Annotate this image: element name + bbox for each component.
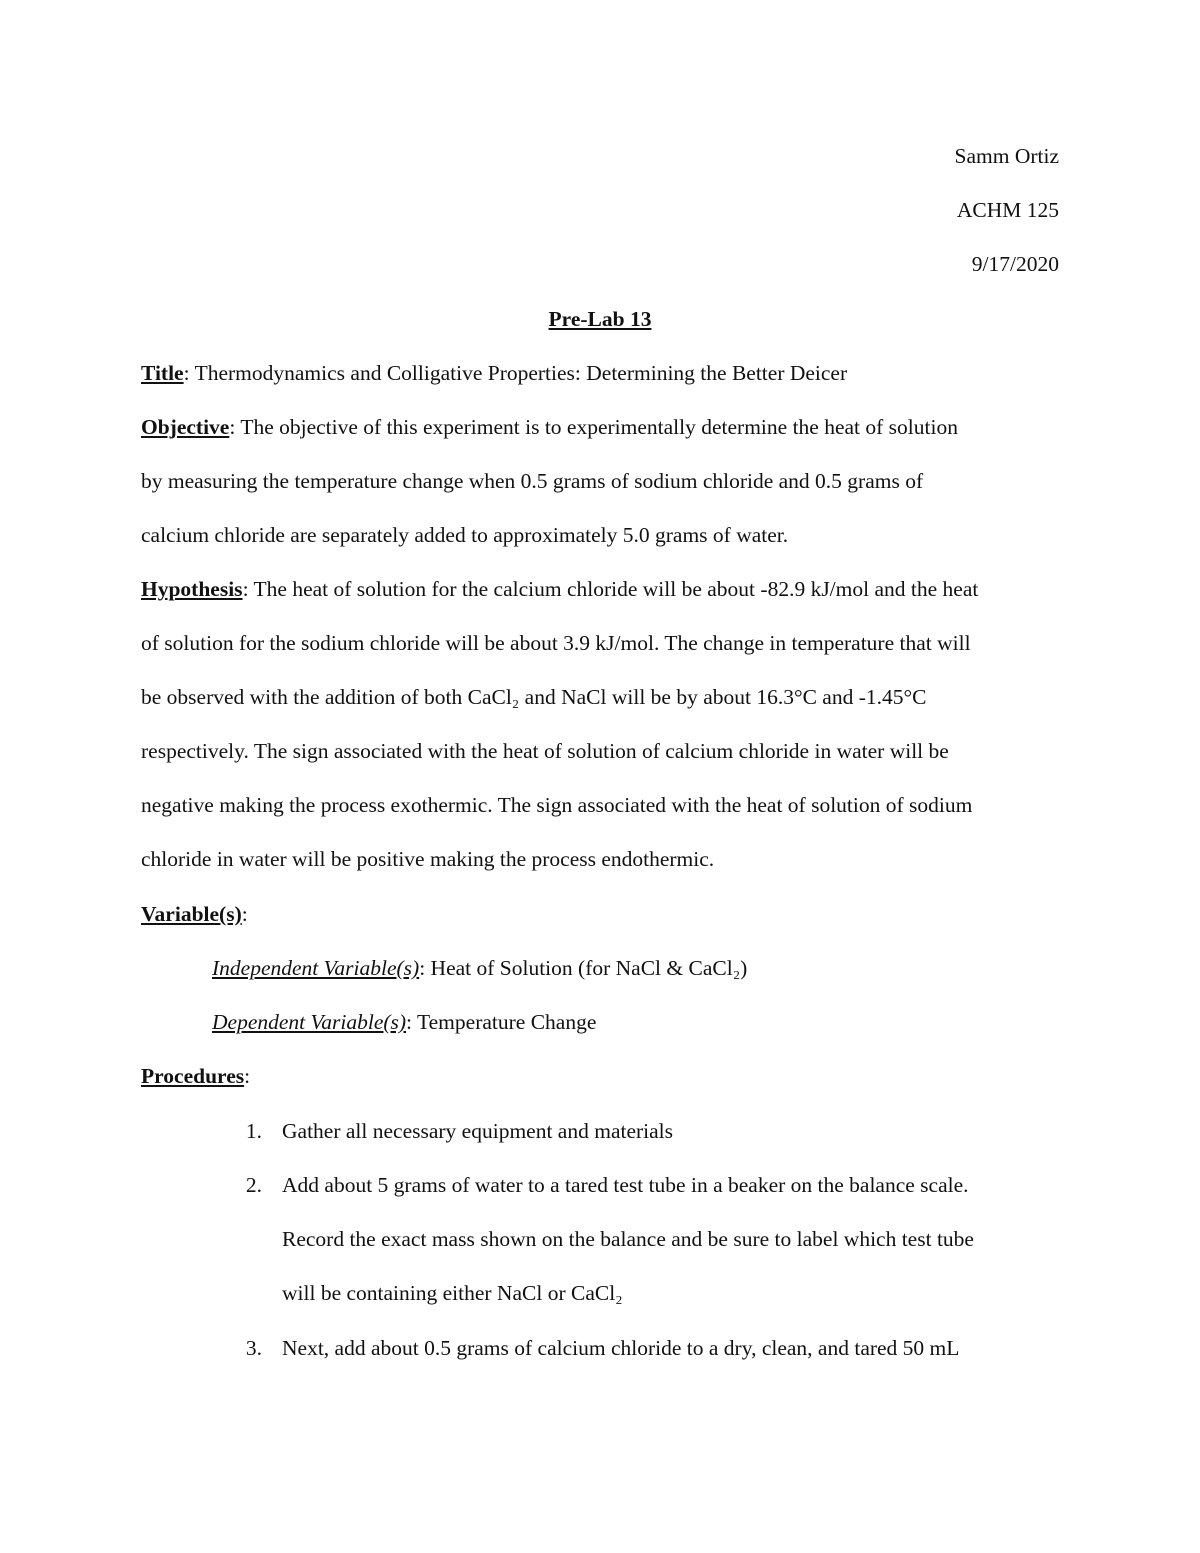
hypothesis-line-3: be observed with the addition of both CaCl₂ and NaCl will be by about 16.3°C and -1.45°C <box>141 685 927 709</box>
step-2-text-2: Record the exact mass shown on the balance and be sure to label which test tube <box>282 1227 974 1251</box>
title-label: Title <box>141 361 184 385</box>
hypothesis-label: Hypothesis <box>141 577 243 601</box>
objective-label: Objective <box>141 415 230 439</box>
hypothesis-text-1: : The heat of solution for the calcium chloride will be about -82.9 kJ/mol and the heat <box>242 577 979 601</box>
objective-text-1: : The objective of this experiment is to experimentally determine the heat of solution <box>229 415 958 439</box>
procedures-heading <box>141 1062 250 1090</box>
course-code: ACHM 125 <box>956 198 1059 222</box>
hypothesis-line-1 <box>141 575 978 603</box>
dependent-variable-text: : Temperature Change <box>406 1010 597 1034</box>
independent-variable-text: : Heat of Solution (for NaCl & CaCl₂) <box>419 956 748 980</box>
dependent-variable-line <box>212 1008 596 1036</box>
variables-label: Variable(s) <box>141 902 242 926</box>
page-title-text: Pre-Lab 13 <box>548 307 652 331</box>
procedures-label: Procedures <box>141 1064 245 1088</box>
step-3-number: 3. <box>245 1336 262 1360</box>
step-1-number: 1. <box>245 1119 262 1143</box>
title-line <box>141 359 847 387</box>
variables-heading <box>141 900 248 928</box>
page-title <box>0 305 1200 333</box>
objective-line-1 <box>141 413 958 441</box>
variables-suffix: : <box>241 902 248 926</box>
dependent-variable-label: Dependent Variable(s) <box>212 1010 407 1034</box>
document-date: 9/17/2020 <box>971 252 1059 276</box>
hypothesis-line-2: of solution for the sodium chloride will be about 3.9 kJ/mol. The change in temperature that will <box>141 631 971 655</box>
step-2-text-1: Add about 5 grams of water to a tared test tube in a beaker on the balance scale. <box>282 1173 969 1197</box>
step-3-text-1: Next, add about 0.5 grams of calcium chloride to a dry, clean, and tared 50 mL <box>282 1336 960 1360</box>
step-1-text: Gather all necessary equipment and materials <box>282 1119 674 1143</box>
step-2-text-3: will be containing either NaCl or CaCl₂ <box>282 1281 623 1305</box>
hypothesis-line-4: respectively. The sign associated with the heat of solution of calcium chloride in water will be <box>141 739 949 763</box>
procedures-suffix: : <box>244 1064 251 1088</box>
independent-variable-label: Independent Variable(s) <box>212 956 420 980</box>
hypothesis-line-5: negative making the process exothermic. The sign associated with the heat of solution of sodium <box>141 793 973 817</box>
objective-line-3: calcium chloride are separately added to approximately 5.0 grams of water. <box>141 523 789 547</box>
title-text: : Thermodynamics and Colligative Properties: Determining the Better Deicer <box>183 361 848 385</box>
hypothesis-line-6: chloride in water will be positive making the process endothermic. <box>141 847 715 871</box>
step-2-number: 2. <box>245 1173 262 1197</box>
author-name: Samm Ortiz <box>954 144 1059 168</box>
objective-line-2: by measuring the temperature change when 0.5 grams of sodium chloride and 0.5 grams of <box>141 469 924 493</box>
independent-variable-line <box>212 954 747 982</box>
